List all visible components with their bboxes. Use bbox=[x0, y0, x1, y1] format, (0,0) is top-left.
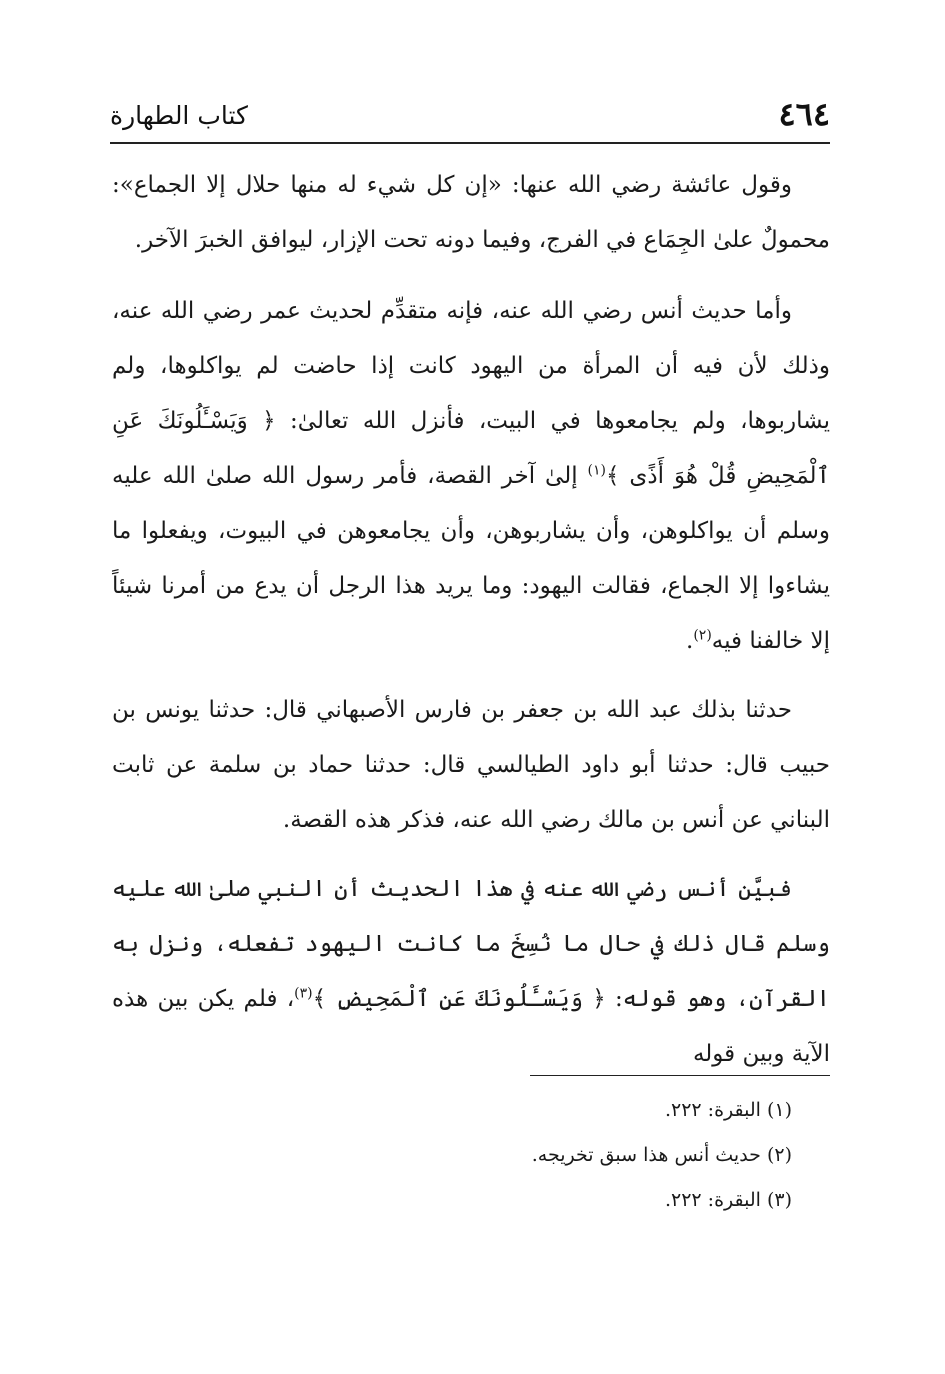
page-number: ٤٦٤ bbox=[778, 95, 830, 133]
header-rule bbox=[110, 142, 830, 144]
running-title: كتاب الطهارة bbox=[110, 101, 248, 130]
footnote-text: البقرة: ٢٢٢. bbox=[664, 1099, 761, 1121]
footnote bbox=[112, 1178, 792, 1223]
footnote-mark: (٣) bbox=[294, 985, 313, 1002]
footnote-mark: (٢) bbox=[693, 627, 712, 644]
footnote bbox=[112, 1088, 792, 1133]
paragraph-text: حدثنا بذلك عبد الله بن جعفر بن فارس الأصبهاني قال: حدثنا يونس بن حبيب قال: حدثنا أبو داود الطيالسي قال: حدثنا حماد بن سلمة عن ثابت البناني عن أنس بن مالك رضي الله عنه، فذكر هذه القصة. bbox=[112, 697, 830, 833]
paragraph bbox=[112, 683, 830, 848]
footnote-rule bbox=[530, 1075, 830, 1076]
paragraph-text: فبيَّن أنس رضي الله عنه في هذا الحديث أن النبي صلىٰ الله عليه وسلم قال ذلك في حال ما نُسِخَ ما كانت اليهود تفعله، ونزل به القرآن، وهو قوله: ﴿ وَيَسْـَٔلُونَكَ عَنِ ٱلْمَحِيضِ ﴾ bbox=[112, 876, 831, 1012]
paragraph-text: ، فلم يكن بين هذه الآية وبين قوله bbox=[112, 986, 830, 1067]
paragraph-text: وقول عائشة رضي الله عنها: «إن كل شيء له منها حلال إلا الجماع»: محمولٌ علىٰ الجِمَاع في الفرج، وفيما دونه تحت الإزار، ليوافق الخبرَ الآخر. bbox=[112, 172, 830, 253]
footnote bbox=[112, 1133, 792, 1178]
footnotes bbox=[112, 1088, 792, 1223]
footnote-number: (٢) bbox=[766, 1144, 792, 1166]
paragraph bbox=[112, 284, 830, 669]
footnote-number: (٣) bbox=[766, 1189, 792, 1211]
footnote-text: حديث أنس هذا سبق تخريجه. bbox=[531, 1144, 761, 1166]
paragraph bbox=[112, 862, 830, 1082]
page-header bbox=[110, 92, 830, 142]
paragraph bbox=[112, 158, 830, 268]
footnote-mark: (١) bbox=[587, 462, 606, 479]
paragraph-text: إلىٰ آخر القصة، فأمر رسول الله صلىٰ الله عليه وسلم أن يواكلوهن، وأن يشاربوهن، وأن يجامعوهن في البيوت، ويفعلوا ما يشاءوا إلا الجماع، فقالت اليهود: وما يريد هذا الرجل أن يدع من أمرنا شيئاً إلا خالفنا فيه bbox=[112, 463, 830, 654]
main-text bbox=[112, 158, 830, 1096]
paragraph-text: . bbox=[686, 628, 694, 654]
footnote-number: (١) bbox=[766, 1099, 792, 1121]
footnote-text: البقرة: ٢٢٢. bbox=[664, 1189, 761, 1211]
paragraph-text: وأما حديث أنس رضي الله عنه، فإنه متقدِّم لحديث عمر رضي الله عنه، وذلك لأن فيه أن المرأة من اليهود كانت إذا حاضت لم يواكلوها، ولم يشاربوها، ولم يجامعوها في البيت، فأنزل الله تعالىٰ: ﴿ وَيَسْـَٔلُونَكَ عَنِ ٱلْمَحِيضِ قُلْ هُوَ أَذًى ﴾ bbox=[112, 298, 830, 489]
